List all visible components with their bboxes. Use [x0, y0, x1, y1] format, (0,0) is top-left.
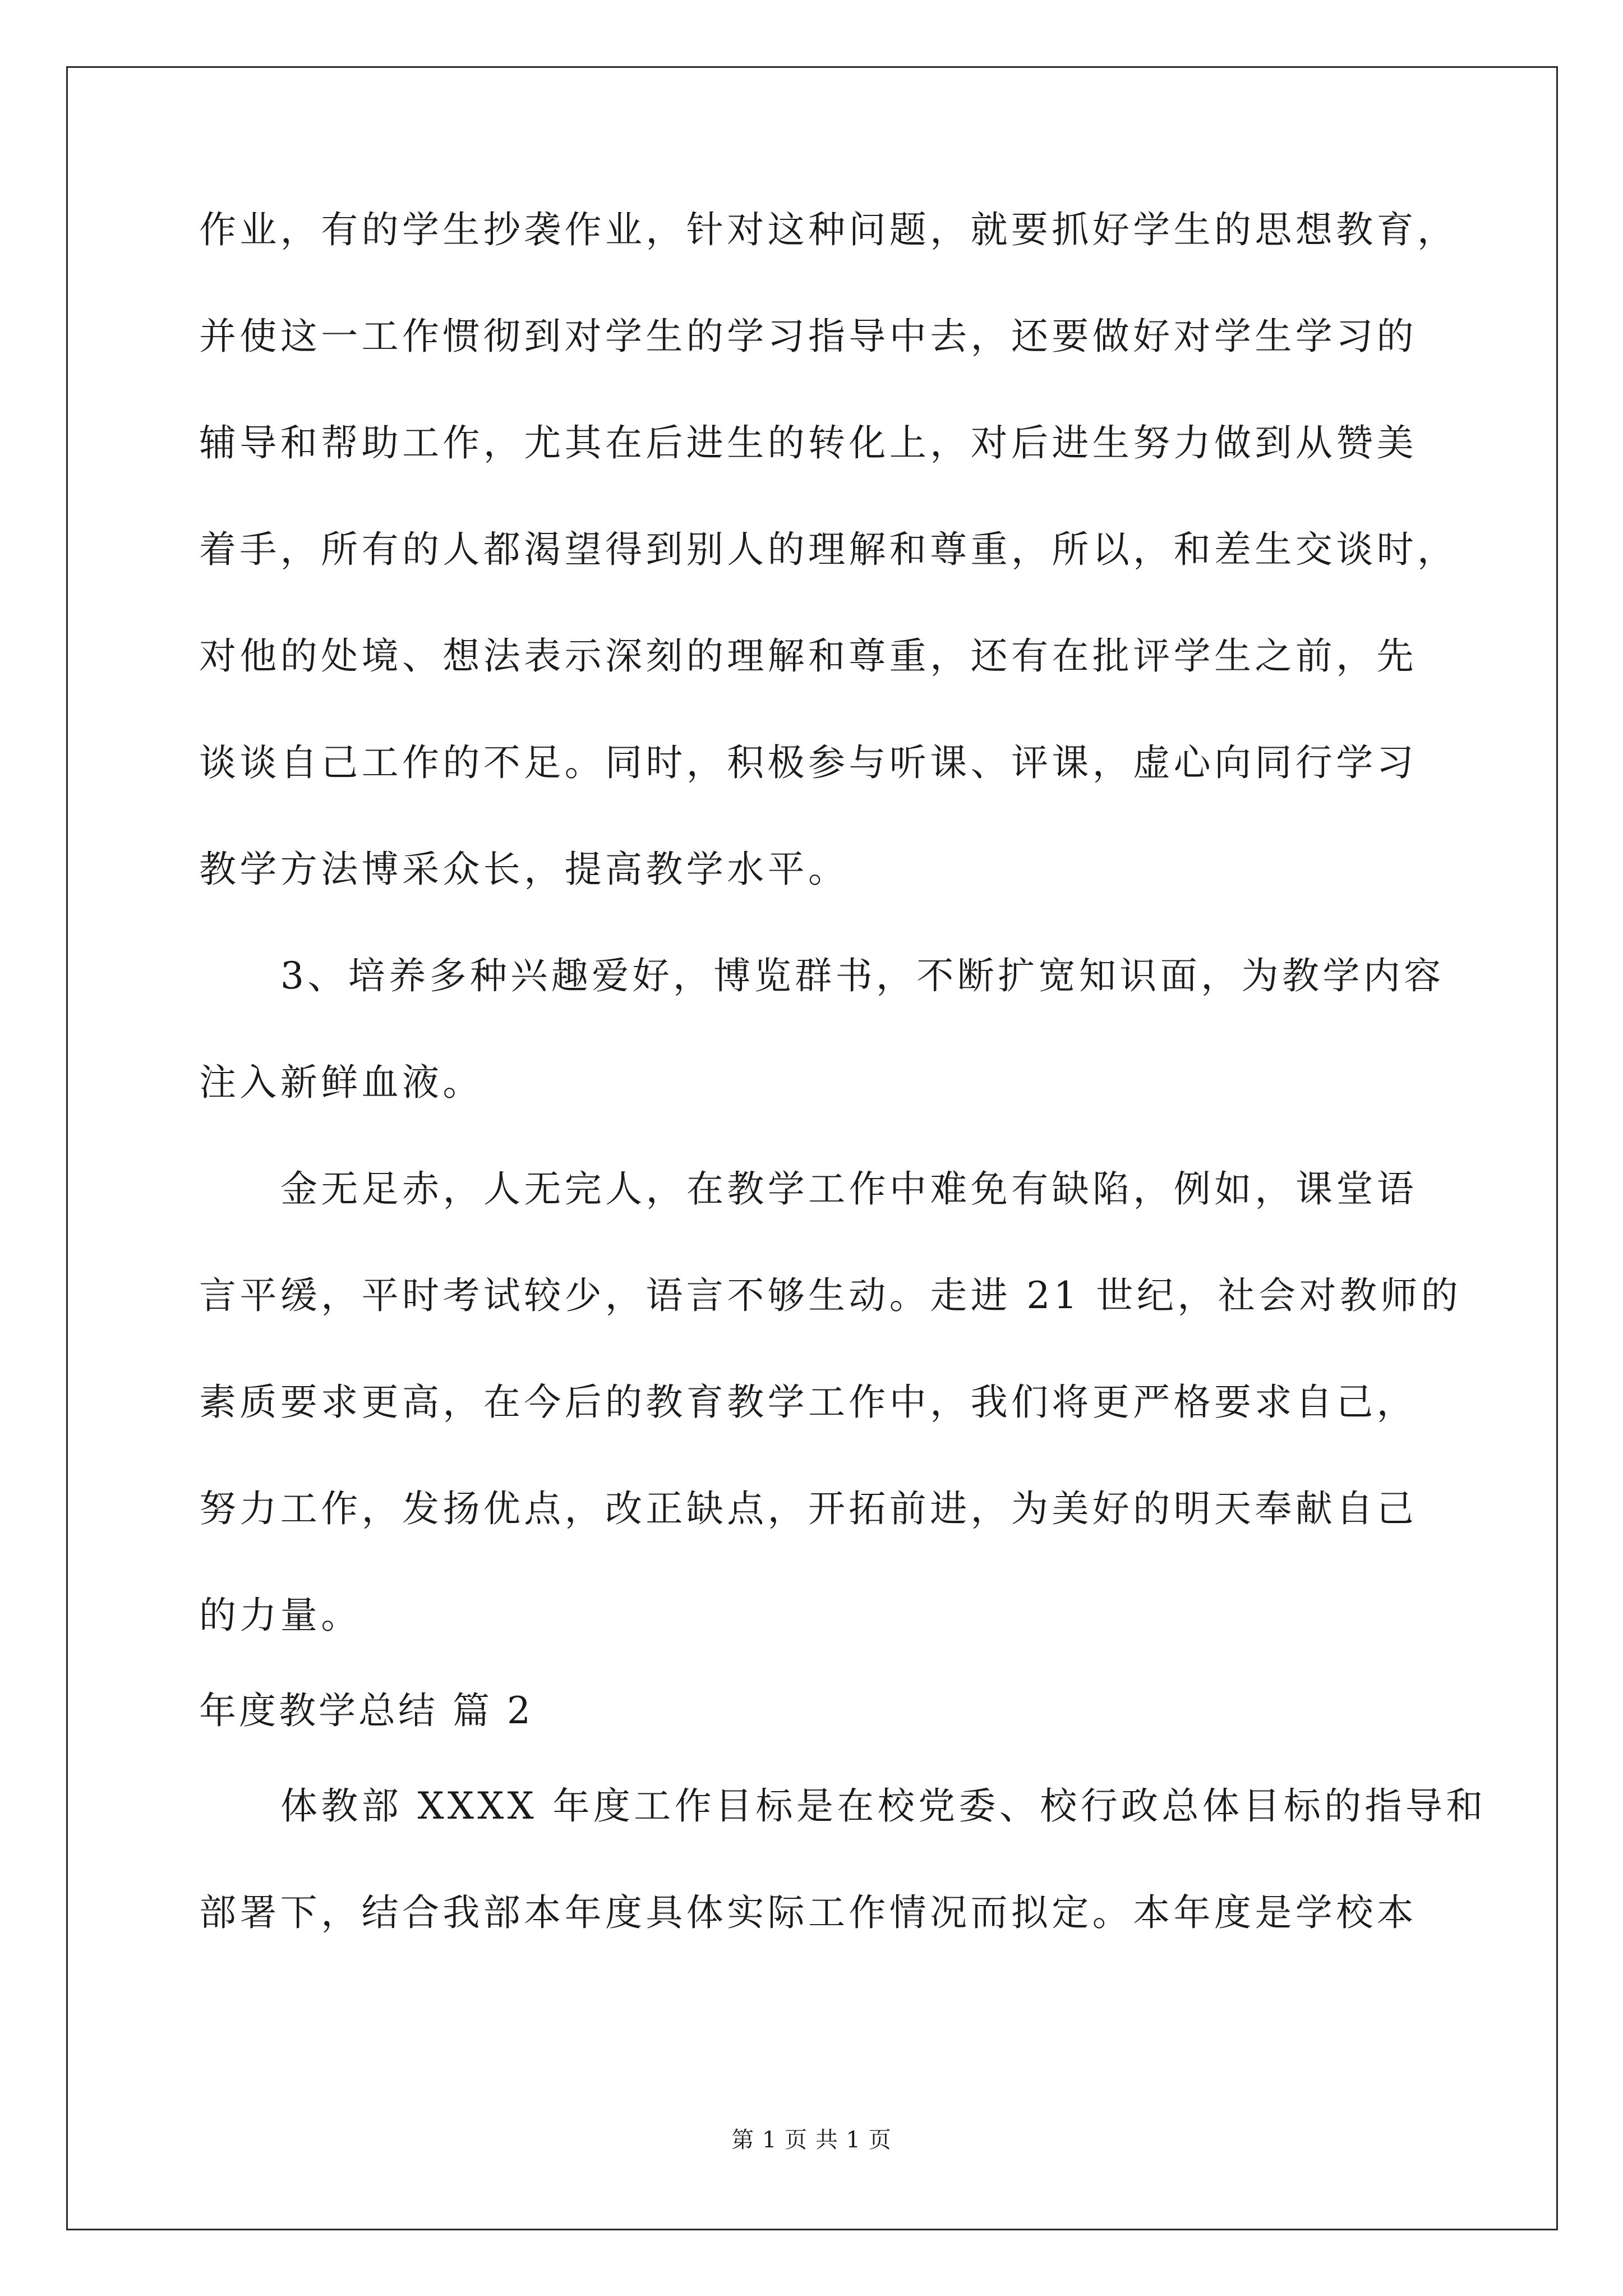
text-line: 谈谈自己工作的不足。同时，积极参与听课、评课，虚心向同行学习	[199, 741, 1417, 784]
section-heading: 年度教学总结 篇 2	[199, 1689, 533, 1732]
text-line: 3、培养多种兴趣爱好，博览群书，不断扩宽知识面，为教学内容	[280, 954, 1445, 997]
text-line: 体教部 XXXX 年度工作目标是在校党委、校行政总体目标的指导和	[280, 1784, 1487, 1828]
text-line: 部署下，结合我部本年度具体实际工作情况而拟定。本年度是学校本	[199, 1891, 1417, 1934]
text-line: 努力工作，发扬优点，改正缺点，开拓前进，为美好的明天奉献自己	[199, 1487, 1417, 1530]
text-line: 注入新鲜血液。	[199, 1061, 483, 1104]
text-line: 作业，有的学生抄袭作业，针对这种问题，就要抓好学生的思想教育，	[199, 208, 1458, 251]
text-line: 教学方法博采众长，提高教学水平。	[199, 848, 849, 891]
text-line: 素质要求更高，在今后的教育教学工作中，我们将更严格要求自己，	[199, 1381, 1417, 1424]
text-line: 言平缓，平时考试较少，语言不够生动。走进 21 世纪，社会对教师的	[199, 1274, 1462, 1317]
text-line: 的力量。	[199, 1594, 362, 1637]
text-line: 对他的处境、想法表示深刻的理解和尊重，还有在批评学生之前，先	[199, 634, 1417, 678]
text-line: 并使这一工作惯彻到对学生的学习指导中去，还要做好对学生学习的	[199, 315, 1417, 358]
text-line: 辅导和帮助工作，尤其在后进生的转化上，对后进生努力做到从赞美	[199, 421, 1417, 464]
page-footer: 第 1 页 共 1 页	[731, 2127, 892, 2153]
text-line: 着手，所有的人都渴望得到别人的理解和尊重，所以，和差生交谈时，	[199, 528, 1458, 571]
text-line: 金无足赤，人无完人，在教学工作中难免有缺陷，例如，课堂语	[280, 1167, 1418, 1211]
